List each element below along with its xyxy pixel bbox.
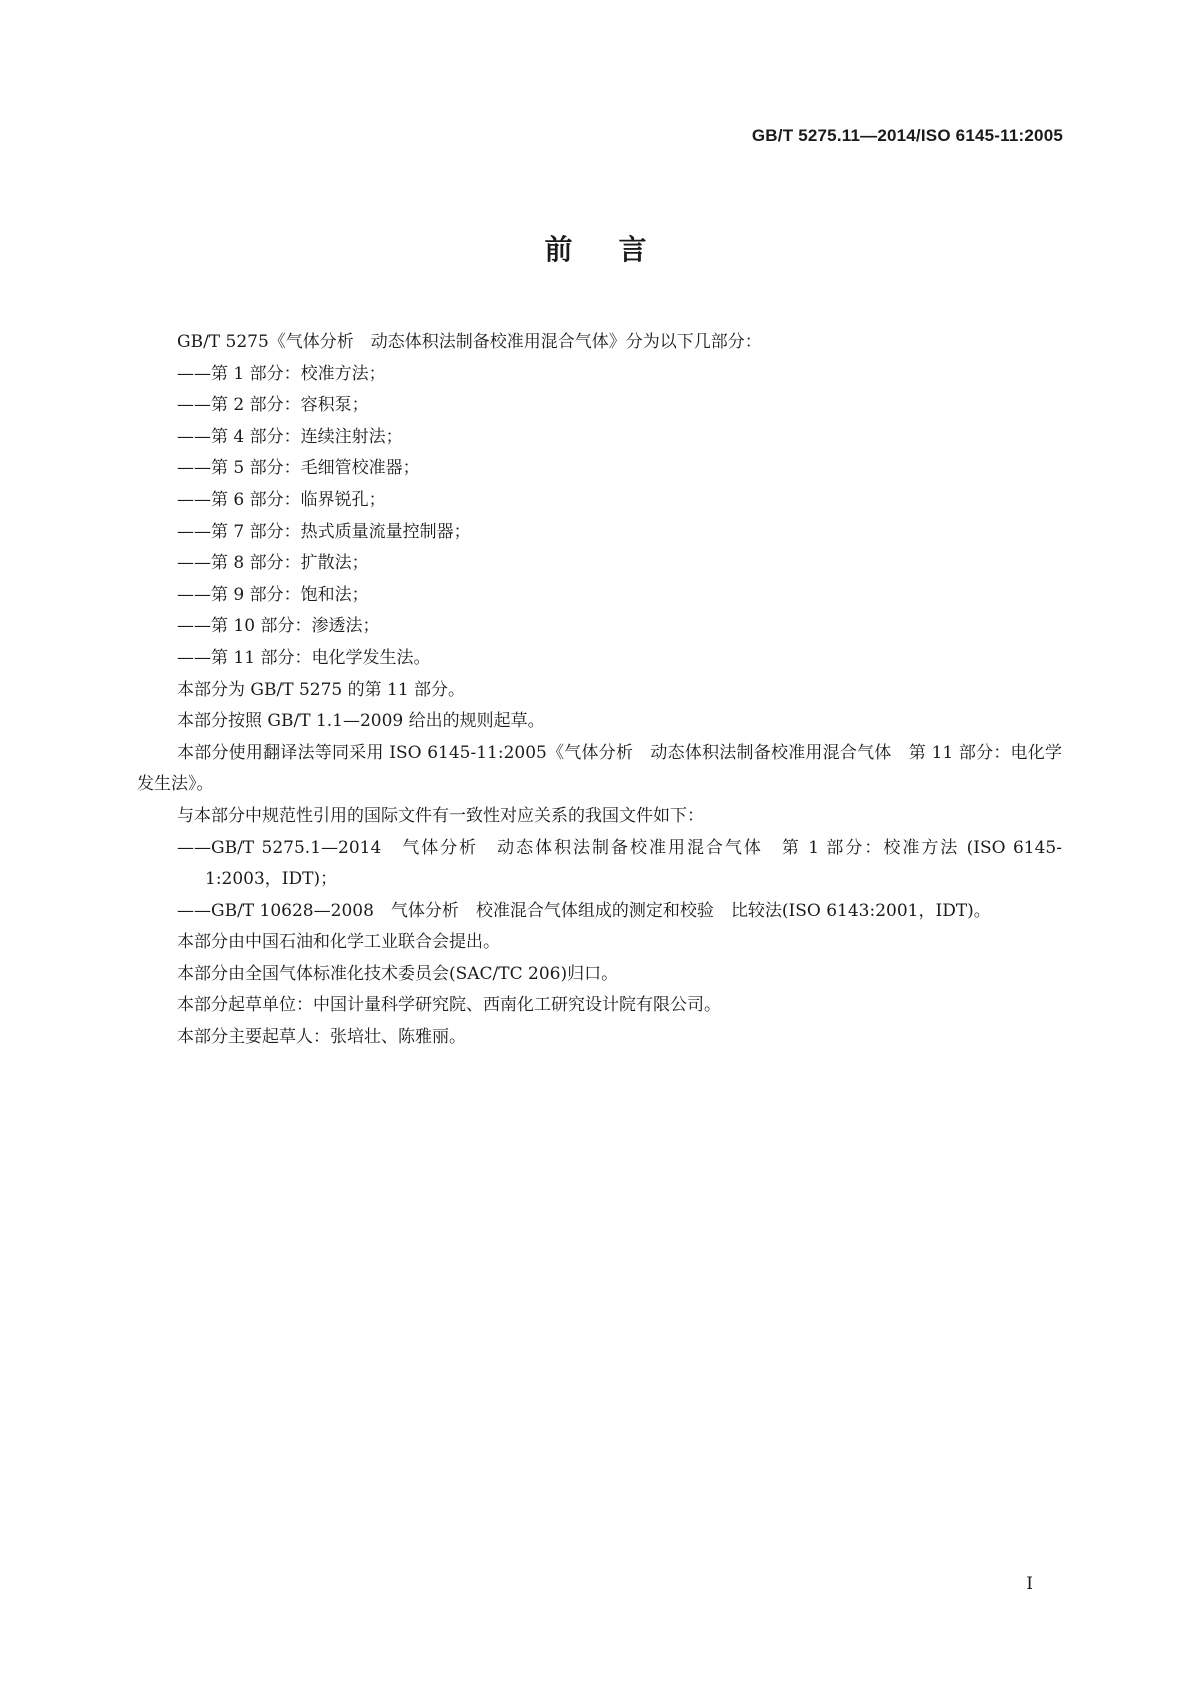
list-item: ——第 7 部分：热式质量流量控制器； xyxy=(177,521,471,542)
list-item: ——第 2 部分：容积泵； xyxy=(177,395,369,416)
paragraph: 本部分按照 GB/T 1.1—2009 给出的规则起草。 xyxy=(177,711,545,732)
page-number: I xyxy=(1026,1574,1033,1594)
list-item: ——第 4 部分：连续注射法； xyxy=(177,426,403,447)
reference-item: ——GB/T 10628—2008 气体分析 校准混合气体组成的测定和校验 比较法(ISO 6143:2001，IDT)。 xyxy=(177,900,991,921)
paragraph: 本部分使用翻译法等同采用 ISO 6145-11:2005《气体分析 动态体积法制备校准用混合气体 第 11 部分：电化学发生法》。 xyxy=(137,742,1062,795)
list-item: ——第 11 部分：电化学发生法。 xyxy=(177,647,431,668)
standard-code: GB/T 5275.11—2014/ISO 6145-11:2005 xyxy=(751,126,1063,145)
list-item: ——第 10 部分：渗透法； xyxy=(177,616,380,637)
paragraph: 与本部分中规范性引用的国际文件有一致性对应关系的我国文件如下： xyxy=(177,805,704,826)
paragraph: 本部分起草单位：中国计量科学研究院、西南化工研究设计院有限公司。 xyxy=(177,995,721,1016)
list-item: ——第 9 部分：饱和法； xyxy=(177,584,369,605)
document-body xyxy=(137,327,1062,1054)
list-item: ——第 5 部分：毛细管校准器； xyxy=(177,458,420,479)
page-title: 前言 xyxy=(544,233,693,266)
list-item: ——第 6 部分：临界锐孔； xyxy=(177,489,386,510)
list-item: ——第 8 部分：扩散法； xyxy=(177,553,369,574)
paragraph: 本部分主要起草人：张培壮、陈雅丽。 xyxy=(177,1027,466,1048)
paragraph: 本部分为 GB/T 5275 的第 11 部分。 xyxy=(177,679,466,700)
list-item: ——第 1 部分：校准方法； xyxy=(177,363,386,384)
intro-paragraph: GB/T 5275《气体分析 动态体积法制备校准用混合气体》分为以下几部分： xyxy=(177,332,762,352)
paragraph: 本部分由中国石油和化学工业联合会提出。 xyxy=(177,932,500,953)
reference-item: ——GB/T 5275.1—2014 气体分析 动态体积法制备校准用混合气体 第 1 部分：校准方法 (ISO 6145-1:2003，IDT)； xyxy=(177,837,1062,890)
paragraph: 本部分由全国气体标准化技术委员会(SAC/TC 206)归口。 xyxy=(177,963,619,984)
